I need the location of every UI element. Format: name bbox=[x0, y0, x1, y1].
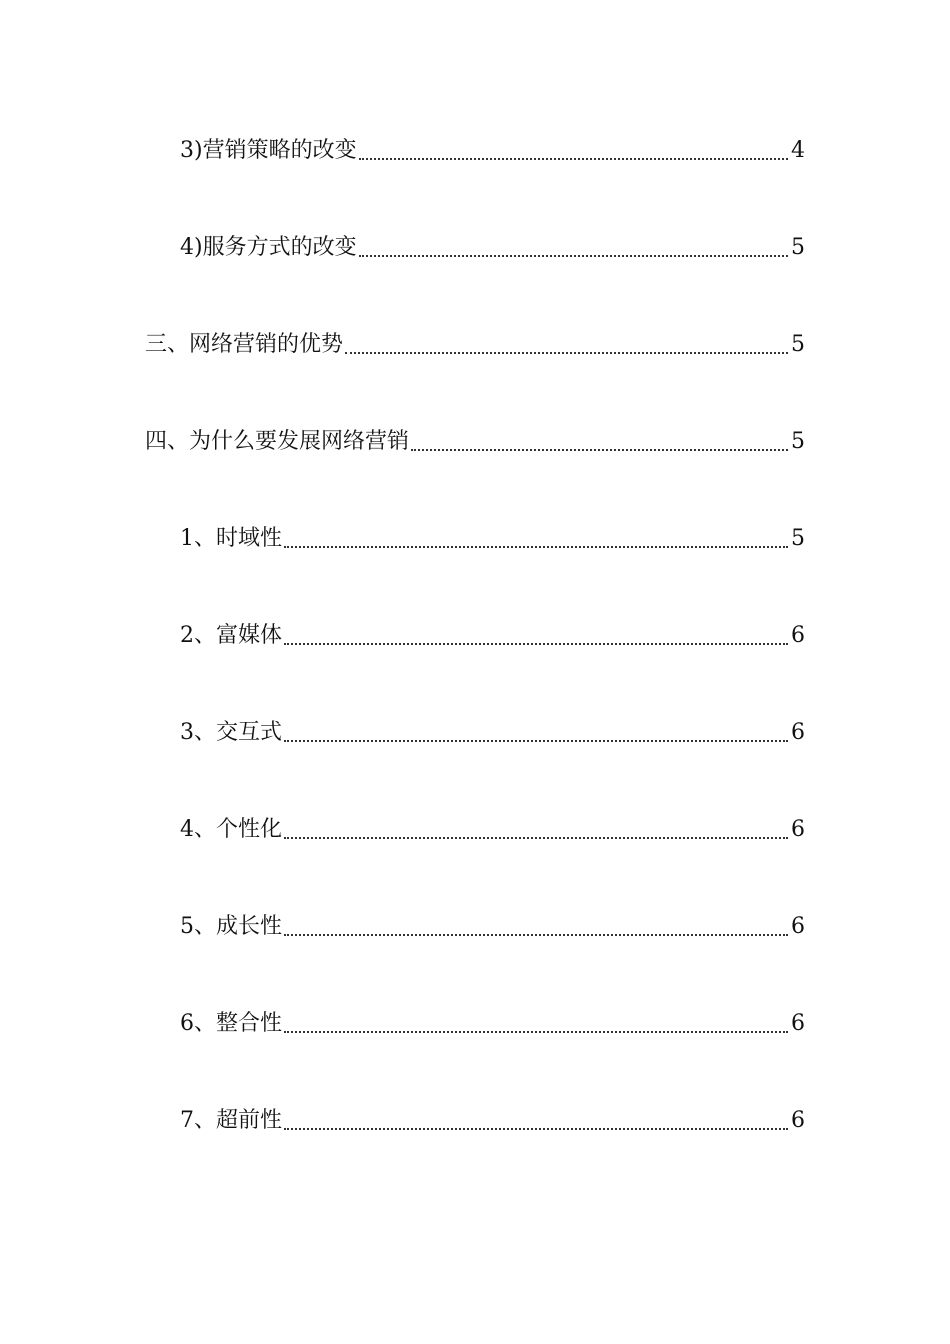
toc-dot-leader bbox=[284, 1031, 788, 1033]
toc-page-number: 5 bbox=[791, 429, 805, 454]
toc-page-number: 6 bbox=[791, 720, 805, 745]
toc-page-number: 5 bbox=[791, 332, 805, 357]
toc-page-number: 5 bbox=[791, 235, 805, 260]
toc-dot-leader bbox=[345, 352, 788, 354]
toc-page-number: 6 bbox=[791, 1011, 805, 1036]
toc-entry-label: 7、超前性 bbox=[180, 1108, 282, 1133]
toc-entry[interactable] bbox=[180, 815, 805, 845]
toc-entry-label: 1、时域性 bbox=[180, 526, 282, 551]
toc-dot-leader bbox=[284, 546, 788, 548]
toc-dot-leader bbox=[359, 158, 788, 160]
toc-dot-leader bbox=[284, 934, 788, 936]
toc-entry[interactable] bbox=[180, 524, 805, 554]
toc-entry-label: 3、交互式 bbox=[180, 720, 282, 745]
toc-page-number: 4 bbox=[791, 138, 805, 163]
toc-dot-leader bbox=[284, 1128, 788, 1130]
toc-page-number: 6 bbox=[791, 817, 805, 842]
toc-entry[interactable] bbox=[180, 912, 805, 942]
toc-entry[interactable] bbox=[180, 621, 805, 651]
toc-entry[interactable] bbox=[145, 427, 805, 457]
toc-dot-leader bbox=[359, 255, 788, 257]
toc-entry-label: 三、网络营销的优势 bbox=[145, 332, 344, 357]
toc-entry[interactable] bbox=[180, 1009, 805, 1039]
toc-dot-leader bbox=[284, 837, 788, 839]
toc-page-number: 6 bbox=[791, 914, 805, 939]
toc-entry-label: 4、个性化 bbox=[180, 817, 282, 842]
toc-dot-leader bbox=[411, 449, 788, 451]
toc-dot-leader bbox=[284, 643, 788, 645]
toc-page-number: 5 bbox=[791, 526, 805, 551]
toc-entry-label: 3)营销策略的改变 bbox=[180, 138, 357, 163]
toc-entry[interactable] bbox=[180, 1106, 805, 1136]
toc-page-number: 6 bbox=[791, 623, 805, 648]
toc-entry-label: 2、富媒体 bbox=[180, 623, 282, 648]
toc-entry-label: 四、为什么要发展网络营销 bbox=[145, 429, 410, 454]
toc-entry-label: 5、成长性 bbox=[180, 914, 282, 939]
toc-dot-leader bbox=[284, 740, 788, 742]
toc-entry-label: 6、整合性 bbox=[180, 1011, 282, 1036]
toc-entry[interactable] bbox=[180, 233, 805, 263]
toc-entry[interactable] bbox=[180, 136, 805, 166]
toc-entry[interactable] bbox=[180, 718, 805, 748]
toc-entry-label: 4)服务方式的改变 bbox=[180, 235, 357, 260]
toc-page-number: 6 bbox=[791, 1108, 805, 1133]
toc-entry[interactable] bbox=[145, 330, 805, 360]
